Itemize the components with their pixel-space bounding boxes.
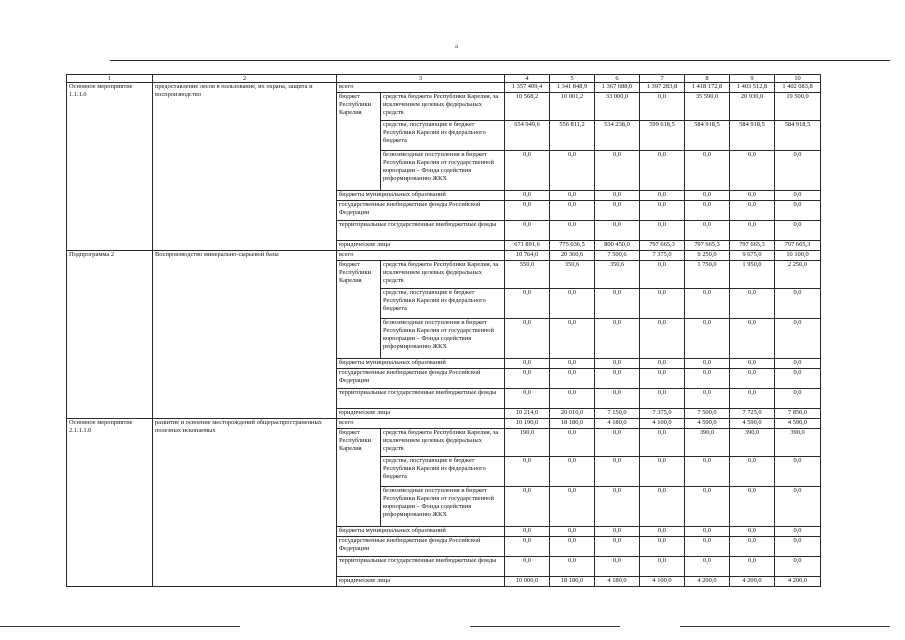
amount-cell: 0,0	[505, 191, 550, 201]
header-col-number: 10	[775, 75, 821, 83]
amount-cell: 0,0	[505, 557, 550, 577]
funding-source-label: бюджеты муниципальных образований	[337, 527, 505, 537]
amount-cell: 0,0	[685, 289, 730, 319]
amount-cell: 19 500,0	[775, 93, 821, 121]
funding-source-label: бюджеты муниципальных образований	[337, 359, 505, 369]
header-col-number: 2	[153, 75, 337, 83]
amount-cell: 0,0	[550, 369, 595, 389]
amount-cell: 0,0	[550, 429, 595, 457]
amount-cell: 9 250,0	[685, 251, 730, 261]
amount-cell: 18 180,0	[550, 577, 595, 587]
amount-cell: 584 918,5	[685, 121, 730, 151]
amount-cell: 0,0	[775, 527, 821, 537]
bottom-divider-right	[680, 626, 890, 627]
funding-source-label: безвозмездные поступления в бюджет Республики Карелия от государственной корпорации – Фонда содействия реформированию ЖКХ	[381, 319, 505, 359]
amount-cell: 0,0	[595, 151, 640, 191]
amount-cell: 33 000,0	[595, 93, 640, 121]
amount-cell: 10 190,0	[505, 419, 550, 429]
amount-cell: 0,0	[730, 389, 775, 409]
amount-cell: 0,0	[550, 557, 595, 577]
funding-source-label: всего	[337, 83, 505, 93]
amount-cell: 0,0	[730, 369, 775, 389]
amount-cell: 9 675,0	[730, 251, 775, 261]
amount-cell: 797 665,3	[640, 241, 685, 251]
amount-cell: 0,0	[640, 93, 685, 121]
amount-cell: 0,0	[640, 319, 685, 359]
amount-cell: 4 180,0	[595, 577, 640, 587]
amount-cell: 0,0	[685, 191, 730, 201]
amount-cell: 7 725,0	[730, 409, 775, 419]
header-row	[67, 75, 821, 83]
table-row	[67, 83, 821, 93]
amount-cell: 0,0	[730, 151, 775, 191]
funding-source-label: средства бюджета Республики Карелия, за исключением целевых федеральных средств	[381, 93, 505, 121]
header-col-number: 4	[505, 75, 550, 83]
funding-source-label: средства бюджета Республики Карелия, за исключением целевых федеральных средств	[381, 429, 505, 457]
amount-cell: 20 010,0	[550, 409, 595, 419]
funding-source-label: всего	[337, 251, 505, 261]
amount-cell: 0,0	[505, 319, 550, 359]
amount-cell: 584 918,5	[730, 121, 775, 151]
amount-cell: 775 036,5	[550, 241, 595, 251]
amount-cell: 797 665,3	[685, 241, 730, 251]
amount-cell: 1 950,0	[730, 261, 775, 289]
amount-cell: 797 665,3	[730, 241, 775, 251]
funding-group-label: бюджет Республики Карелия	[337, 261, 381, 359]
amount-cell: 0,0	[685, 151, 730, 191]
header-col-number: 3	[337, 75, 505, 83]
amount-cell: 7 850,0	[775, 409, 821, 419]
amount-cell: 0,0	[685, 221, 730, 241]
amount-cell: 0,0	[775, 191, 821, 201]
amount-cell: 0,0	[595, 487, 640, 527]
amount-cell: 0,0	[595, 429, 640, 457]
amount-cell: 0,0	[730, 289, 775, 319]
amount-cell: 0,0	[505, 527, 550, 537]
section-name: Подпрограмма 2	[67, 251, 153, 419]
amount-cell: 0,0	[640, 369, 685, 389]
amount-cell: 800 450,0	[595, 241, 640, 251]
amount-cell: 534 238,0	[595, 121, 640, 151]
amount-cell: 0,0	[730, 457, 775, 487]
amount-cell: 0,0	[775, 359, 821, 369]
amount-cell: 4 590,0	[685, 419, 730, 429]
section-name: Основное мероприятие 2.1.1.1.0	[67, 419, 153, 587]
amount-cell: 0,0	[640, 191, 685, 201]
bottom-divider-middle	[470, 626, 620, 627]
amount-cell: 0,0	[685, 487, 730, 527]
amount-cell: 0,0	[640, 557, 685, 577]
amount-cell: 0,0	[730, 487, 775, 527]
amount-cell: 0,0	[775, 537, 821, 557]
amount-cell: 0,0	[640, 151, 685, 191]
amount-cell: 10 000,0	[505, 577, 550, 587]
amount-cell: 0,0	[505, 457, 550, 487]
amount-cell: 0,0	[730, 359, 775, 369]
amount-cell: 0,0	[550, 191, 595, 201]
header-col-number: 7	[640, 75, 685, 83]
funding-source-label: государственные внебюджетные фонды Российской Федерации	[337, 537, 505, 557]
amount-cell: 0,0	[685, 369, 730, 389]
header-col-number: 5	[550, 75, 595, 83]
amount-cell: 10 764,0	[505, 251, 550, 261]
amount-cell: 7 375,0	[640, 251, 685, 261]
amount-cell: 0,0	[775, 289, 821, 319]
amount-cell: 0,0	[685, 537, 730, 557]
amount-cell: 0,0	[640, 389, 685, 409]
amount-cell: 0,0	[685, 389, 730, 409]
amount-cell: 0,0	[730, 557, 775, 577]
header-col-number: 9	[730, 75, 775, 83]
amount-cell: 0,0	[775, 389, 821, 409]
amount-cell: 0,0	[640, 429, 685, 457]
amount-cell: 18 180,0	[550, 419, 595, 429]
bottom-divider-left	[0, 626, 240, 627]
amount-cell: 0,0	[685, 557, 730, 577]
amount-cell: 4 590,0	[730, 419, 775, 429]
funding-source-label: безвозмездные поступления в бюджет Республики Карелия от государственной корпорации – Фонда содействия реформированию ЖКХ	[381, 151, 505, 191]
amount-cell: 7 500,0	[685, 409, 730, 419]
amount-cell: 0,0	[550, 201, 595, 221]
funding-group-label: бюджет Республики Карелия	[337, 429, 381, 527]
amount-cell: 0,0	[775, 557, 821, 577]
amount-cell: 0,0	[595, 201, 640, 221]
header-col-number: 1	[67, 75, 153, 83]
amount-cell: 350,6	[595, 261, 640, 289]
amount-cell: 0,0	[595, 369, 640, 389]
amount-cell: 0,0	[595, 359, 640, 369]
table-row	[67, 251, 821, 261]
funding-source-label: государственные внебюджетные фонды Российской Федерации	[337, 201, 505, 221]
page-mark: a	[455, 42, 459, 50]
budget-table	[66, 74, 821, 587]
amount-cell: 0,0	[640, 221, 685, 241]
funding-source-label: территориальные государственные внебюджетные фонды	[337, 557, 505, 577]
funding-source-label: средства, поступающие в бюджет Республики Карелия из федерального бюджета	[381, 457, 505, 487]
amount-cell: 0,0	[550, 457, 595, 487]
amount-cell: 20 930,0	[730, 93, 775, 121]
amount-cell: 0,0	[640, 261, 685, 289]
amount-cell: 0,0	[685, 359, 730, 369]
amount-cell: 797 665,3	[775, 241, 821, 251]
amount-cell: 0,0	[595, 221, 640, 241]
amount-cell: 0,0	[550, 527, 595, 537]
amount-cell: 1 341 848,9	[550, 83, 595, 93]
amount-cell: 1 397 283,8	[640, 83, 685, 93]
amount-cell: 0,0	[730, 527, 775, 537]
amount-cell: 1 750,0	[685, 261, 730, 289]
amount-cell: 0,0	[775, 457, 821, 487]
amount-cell: 4 200,0	[730, 577, 775, 587]
amount-cell: 0,0	[685, 201, 730, 221]
amount-cell: 4 100,0	[640, 577, 685, 587]
amount-cell: 0,0	[775, 201, 821, 221]
amount-cell: 0,0	[550, 319, 595, 359]
funding-source-label: юридические лица	[337, 409, 505, 419]
funding-source-label: территориальные государственные внебюджетные фонды	[337, 389, 505, 409]
amount-cell: 4 200,0	[775, 577, 821, 587]
funding-source-label: государственные внебюджетные фонды Российской Федерации	[337, 369, 505, 389]
amount-cell: 20 360,6	[550, 251, 595, 261]
amount-cell: 0,0	[640, 527, 685, 537]
amount-cell: 7 500,6	[595, 251, 640, 261]
amount-cell: 0,0	[595, 557, 640, 577]
amount-cell: 0,0	[640, 537, 685, 557]
amount-cell: 0,0	[505, 151, 550, 191]
amount-cell: 0,0	[595, 319, 640, 359]
amount-cell: 0,0	[505, 487, 550, 527]
amount-cell: 2 250,0	[775, 261, 821, 289]
header-col-number: 6	[595, 75, 640, 83]
amount-cell: 0,0	[640, 359, 685, 369]
amount-cell: 0,0	[685, 457, 730, 487]
amount-cell: 0,0	[775, 487, 821, 527]
amount-cell: 0,0	[550, 389, 595, 409]
funding-source-label: средства, поступающие в бюджет Республики Карелия из федерального бюджета	[381, 121, 505, 151]
amount-cell: 0,0	[505, 359, 550, 369]
amount-cell: 0,0	[730, 221, 775, 241]
amount-cell: 584 918,5	[775, 121, 821, 151]
amount-cell: 0,0	[550, 289, 595, 319]
amount-cell: 0,0	[730, 537, 775, 557]
amount-cell: 190,0	[505, 429, 550, 457]
amount-cell: 7 150,0	[595, 409, 640, 419]
amount-cell: 1 403 512,8	[730, 83, 775, 93]
amount-cell: 4 590,0	[775, 419, 821, 429]
funding-group-label: бюджет Республики Карелия	[337, 93, 381, 191]
amount-cell: 10 214,0	[505, 409, 550, 419]
header-col-number: 8	[685, 75, 730, 83]
table-row	[67, 419, 821, 429]
amount-cell: 0,0	[730, 191, 775, 201]
funding-source-label: всего	[337, 419, 505, 429]
amount-cell: 390,0	[730, 429, 775, 457]
funding-source-label: средства бюджета Республики Карелия, за исключением целевых федеральных средств	[381, 261, 505, 289]
section-description: развитие и освоение месторождений общераспространенных полезных ископаемых	[153, 419, 337, 587]
amount-cell: 7 375,0	[640, 409, 685, 419]
amount-cell: 0,0	[595, 527, 640, 537]
amount-cell: 599 618,5	[640, 121, 685, 151]
funding-source-label: средства, поступающие в бюджет Республики Карелия из федерального бюджета	[381, 289, 505, 319]
amount-cell: 0,0	[595, 537, 640, 557]
section-description: Воспроизводство минерально-сырьевой базы	[153, 251, 337, 419]
amount-cell: 0,0	[595, 457, 640, 487]
amount-cell: 556 811,2	[550, 121, 595, 151]
amount-cell: 1 418 172,8	[685, 83, 730, 93]
amount-cell: 4 100,0	[640, 419, 685, 429]
amount-cell: 0,0	[505, 201, 550, 221]
amount-cell: 550,0	[505, 261, 550, 289]
funding-source-label: бюджеты муниципальных образований	[337, 191, 505, 201]
amount-cell: 10 100,0	[775, 251, 821, 261]
amount-cell: 4 180,0	[595, 419, 640, 429]
amount-cell: 350,6	[550, 261, 595, 289]
amount-cell: 0,0	[505, 389, 550, 409]
amount-cell: 671 891,6	[505, 241, 550, 251]
amount-cell: 0,0	[550, 359, 595, 369]
amount-cell: 0,0	[550, 151, 595, 191]
amount-cell: 4 200,0	[685, 577, 730, 587]
amount-cell: 0,0	[595, 191, 640, 201]
amount-cell: 0,0	[550, 221, 595, 241]
amount-cell: 0,0	[775, 369, 821, 389]
amount-cell: 390,0	[775, 429, 821, 457]
amount-cell: 0,0	[505, 537, 550, 557]
amount-cell: 654 949,6	[505, 121, 550, 151]
amount-cell: 0,0	[595, 389, 640, 409]
section-name: Основное мероприятие 1.1.1.0	[67, 83, 153, 251]
amount-cell: 0,0	[775, 319, 821, 359]
amount-cell: 0,0	[685, 319, 730, 359]
section-description: предоставление лесов в пользование, их охрана, защита и воспроизводство	[153, 83, 337, 251]
amount-cell: 0,0	[730, 201, 775, 221]
amount-cell: 0,0	[640, 289, 685, 319]
amount-cell: 1 357 409,4	[505, 83, 550, 93]
amount-cell: 10 001,2	[550, 93, 595, 121]
amount-cell: 35 590,0	[685, 93, 730, 121]
amount-cell: 0,0	[505, 289, 550, 319]
funding-source-label: территориальные государственные внебюджетные фонды	[337, 221, 505, 241]
amount-cell: 0,0	[640, 201, 685, 221]
funding-source-label: безвозмездные поступления в бюджет Республики Карелия от государственной корпорации – Фонда содействия реформированию ЖКХ	[381, 487, 505, 527]
amount-cell: 390,0	[685, 429, 730, 457]
amount-cell: 1 402 083,8	[775, 83, 821, 93]
amount-cell: 0,0	[505, 369, 550, 389]
amount-cell: 0,0	[775, 151, 821, 191]
amount-cell: 0,0	[640, 487, 685, 527]
amount-cell: 0,0	[550, 487, 595, 527]
amount-cell: 1 367 688,0	[595, 83, 640, 93]
amount-cell: 0,0	[550, 537, 595, 557]
amount-cell: 0,0	[595, 289, 640, 319]
amount-cell: 0,0	[730, 319, 775, 359]
amount-cell: 0,0	[685, 527, 730, 537]
amount-cell: 0,0	[775, 221, 821, 241]
amount-cell: 0,0	[640, 457, 685, 487]
amount-cell: 0,0	[505, 221, 550, 241]
funding-source-label: юридические лица	[337, 577, 505, 587]
amount-cell: 10 568,2	[505, 93, 550, 121]
top-divider	[110, 60, 890, 61]
funding-source-label: юридические лица	[337, 241, 505, 251]
